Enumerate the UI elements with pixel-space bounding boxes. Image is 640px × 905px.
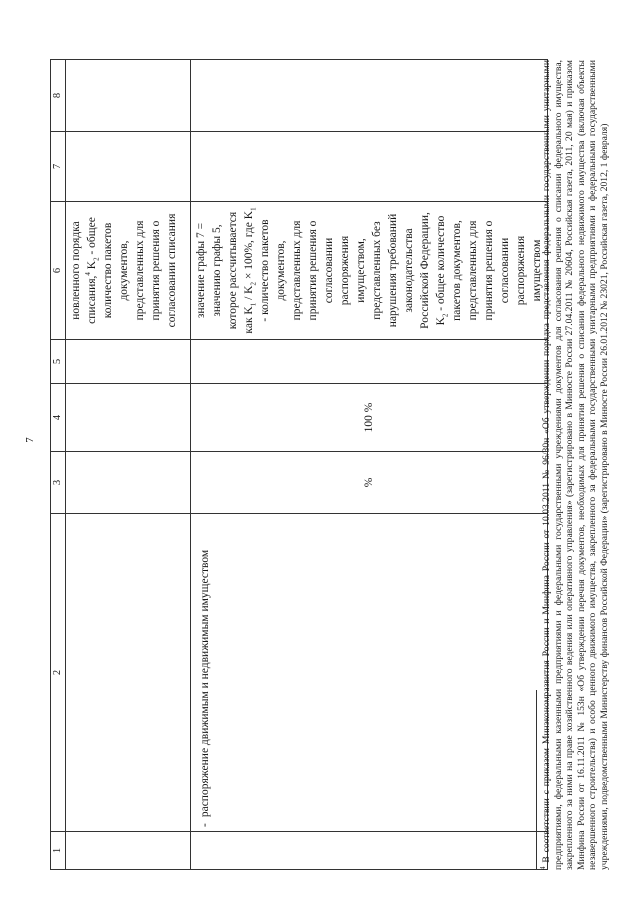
row2-col2 bbox=[191, 514, 548, 832]
row2-col7 bbox=[191, 132, 548, 202]
row2-col1 bbox=[191, 832, 548, 870]
footnote-marker: 4 bbox=[538, 866, 547, 870]
footnote-rule bbox=[536, 690, 537, 870]
header-col-1: 1 bbox=[51, 832, 66, 870]
row1-col4 bbox=[66, 384, 191, 452]
row2-col8 bbox=[191, 60, 548, 132]
row1-col3 bbox=[66, 452, 191, 514]
table-row bbox=[191, 60, 548, 870]
header-col-8: 8 bbox=[51, 60, 66, 132]
row1-col8 bbox=[66, 60, 191, 132]
header-col-3: 3 bbox=[51, 452, 66, 514]
indicator-table bbox=[50, 59, 548, 870]
footnote-text: В соответствии с приказом Минэкономразвития России и Минфина России от 10.03.2011 № 96/30н «Об утверждении порядка представления федеральными государственными унитарными предприятиями, федеральными казенными предприятиями и федеральными государственными учреждениями документов для согласования решения о списании федерального имущества, закрепленного за ними на праве хозяйственного ведения или оперативного управления» (зарегистрировано в Минюсте России 27.04.2011 № 20604, Российская газета, 2011, 20 мая) и приказом Минфина России от 16.11.2011 № 153н «Об утверждении перечня документов, необходимых для принятия решения о списании федерального недвижимого имущества (включая объекты незавершенного строительства) и особо ценного движимого имущества, закрепленного за федеральными государственными унитарными предприятиями и федеральными государственными учреждениями, подведомственными Министерству финансов Российской Федерации» (зарегистрировано в Минюсте России 26.01.2012 № 23021, Российская газета, 2012, 1 февраля) bbox=[541, 60, 610, 870]
row1-col6: новленного порядка списания,$^4$ $K_2$ - общее количество пакетов документов, представленных для принятия решения о согласовании списания bbox=[66, 202, 191, 340]
header-col-7: 7 bbox=[51, 132, 66, 202]
table-row bbox=[66, 60, 191, 870]
row1-col5 bbox=[66, 340, 191, 384]
table-container bbox=[50, 60, 548, 870]
row1-col7 bbox=[66, 132, 191, 202]
item-text: -распоряжение движимым и недвижимым имуществом bbox=[199, 549, 211, 827]
footnote bbox=[536, 60, 610, 870]
row1-col1 bbox=[66, 832, 191, 870]
header-col-5: 5 bbox=[51, 340, 66, 384]
header-col-4: 4 bbox=[51, 384, 66, 452]
row1-col2 bbox=[66, 514, 191, 832]
row2-unit: % bbox=[191, 452, 548, 514]
row2-target-value: 100 % bbox=[191, 384, 548, 452]
row2-col5 bbox=[191, 340, 548, 384]
header-row bbox=[51, 60, 66, 870]
row2-col6: значение графы 7 = значению графы 5, которое рассчитывается как $K_1 / K_2 \times 100\%$, где $K_1$ - количество пакетов документов, представленных для принятия решения о согласовании распоряжения имуществом, представленных без нарушения требований законодательства Российской Федерации, $K_2$ - общее количество пакетов документов, представленных для принятия решения о согласовании распоряжения имуществом bbox=[191, 202, 548, 340]
header-col-6: 6 bbox=[51, 202, 66, 340]
page-number: 7 bbox=[23, 437, 36, 443]
header-col-2: 2 bbox=[51, 514, 66, 832]
